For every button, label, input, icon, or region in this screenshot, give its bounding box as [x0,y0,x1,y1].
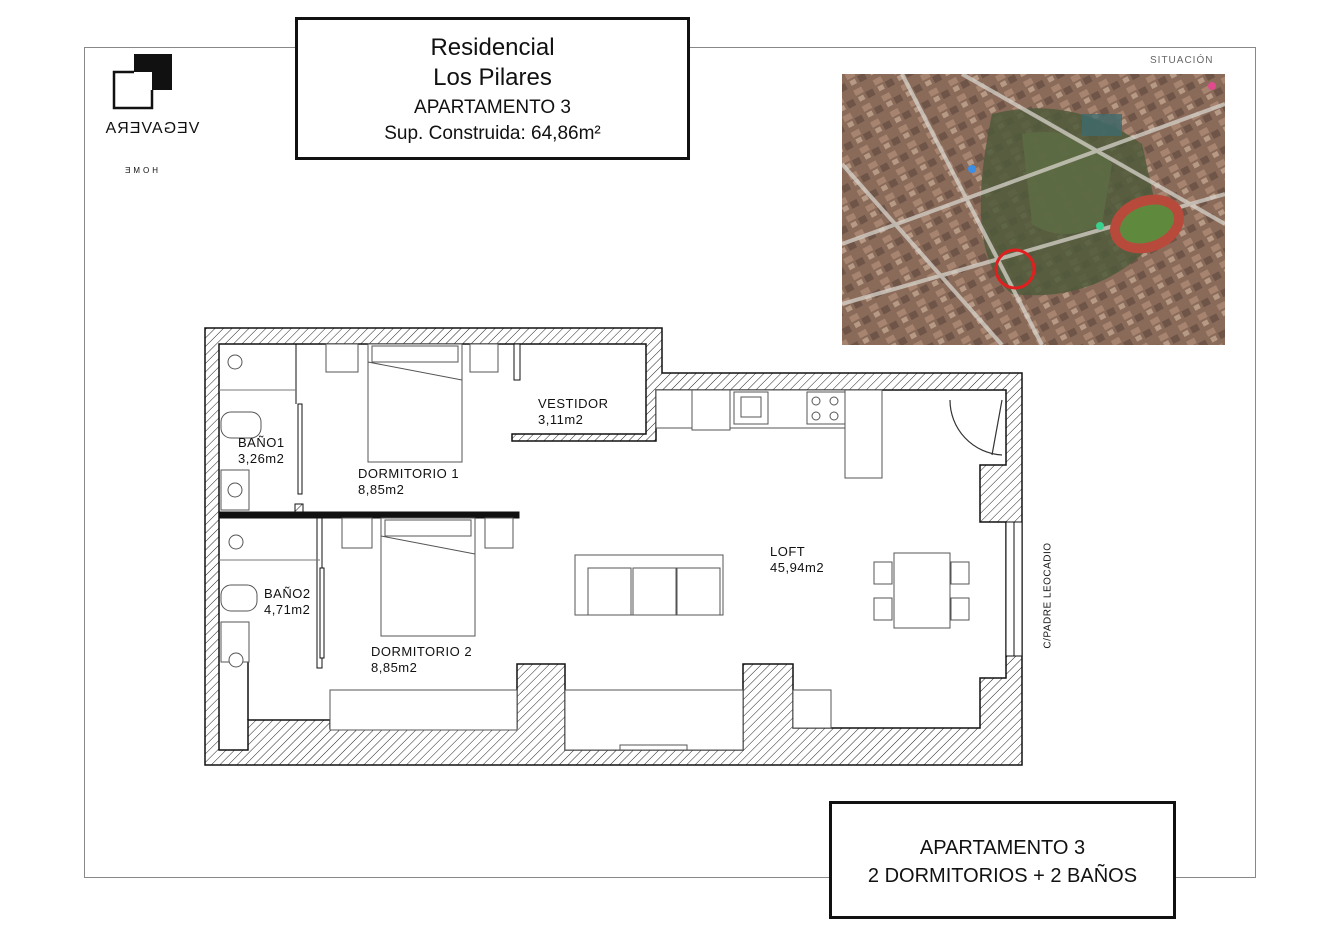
room-dorm1-area: 8,85m2 [358,482,405,497]
room-vestidor-name: VESTIDOR [538,396,609,411]
room-loft-name: LOFT [770,544,806,559]
logo-sub: HOME [122,166,158,175]
street-name: C/PADRE LEOCADIO [1042,542,1054,649]
room-dorm2-area: 8,85m2 [371,660,418,675]
summary-line-1: APARTAMENTO 3 [919,837,1086,859]
room-dorm1-name: DORMITORIO 1 [358,466,460,481]
room-vestidor-area: 3,11m2 [538,412,584,427]
room-bano2-area: 4,71m2 [264,602,311,617]
title-line-4: Sup. Construida: 64,86m² [384,123,601,144]
entrance-door-icon [950,400,1002,455]
room-dorm2-name: DORMITORIO 2 [371,644,473,659]
room-bano1 [238,435,285,467]
room-bano2-name: BAÑO2 [264,586,311,601]
room-dorm2 [371,644,472,676]
logo-brand: VEGAVERA [104,120,200,137]
room-bano1-area: 3,26m2 [238,451,285,466]
title-line-2: Los Pilares [433,64,552,91]
summary-line-2: 2 DORMITORIOS + 2 BAÑOS [867,865,1138,887]
title-line-1: Residencial [430,34,555,61]
summary-block [829,801,1176,919]
map-label: SITUACIÓN [1150,55,1214,66]
title-line-3: APARTAMENTO 3 [414,97,571,118]
room-dorm1 [358,466,459,498]
room-vestidor [538,396,608,428]
room-loft-area: 45,94m2 [770,560,825,575]
room-bano1-name: BAÑO1 [238,435,285,450]
room-bano2 [264,586,311,618]
room-loft [770,544,824,576]
